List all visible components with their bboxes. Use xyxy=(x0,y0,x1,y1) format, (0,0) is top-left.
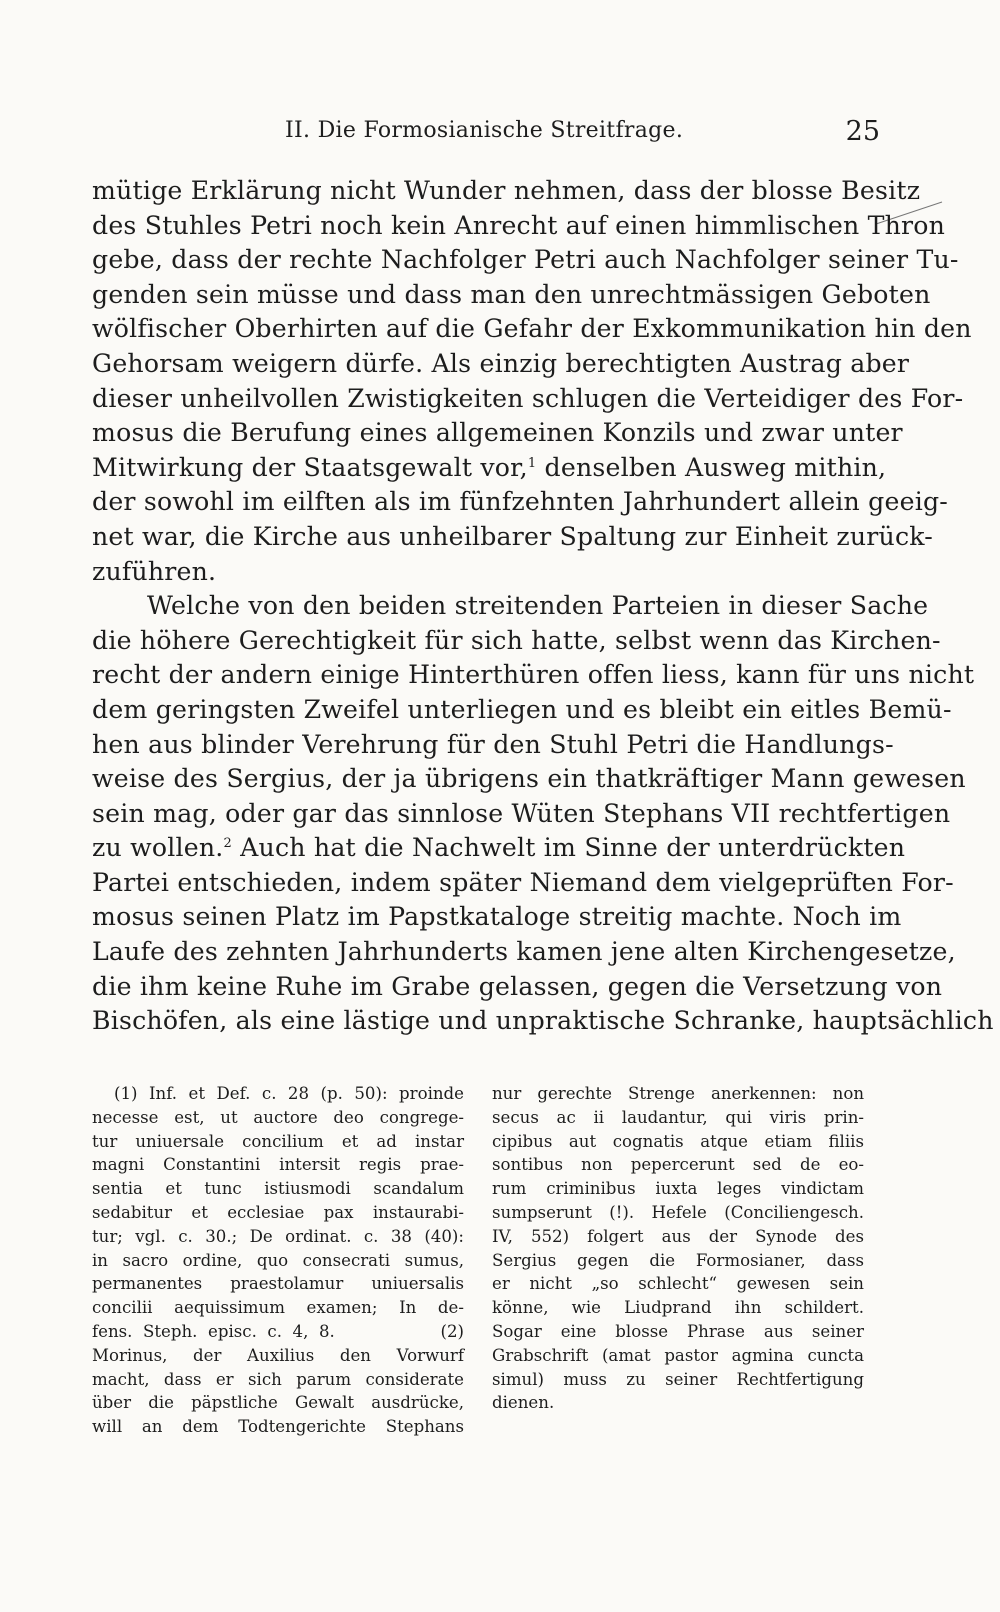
footnote-line: sontibus non pepercerunt sed de eo- xyxy=(492,1155,864,1175)
text-line: genden sein müsse und dass man den unrechtmässigen Geboten xyxy=(92,279,931,309)
footnote-line: (1) Inf. et Def. c. 28 (p. 50): proinde xyxy=(114,1084,464,1103)
text-line: recht der andern einige Hinterthüren offen liess, kann für uns nicht xyxy=(92,660,975,690)
footnote-line: simul) muss zu seiner Rechtfertigung xyxy=(492,1369,864,1389)
text-line: wölfischer Oberhirten auf die Gefahr der Exkommunikation hin den xyxy=(92,314,972,344)
footnote-line: macht, dass er sich parum considerate xyxy=(92,1369,464,1389)
text-line: gebe, dass der rechte Nachfolger Petri auch Nachfolger seiner Tu- xyxy=(92,245,959,275)
text-line: Partei entschieden, indem später Niemand dem vielgeprüften For- xyxy=(92,867,954,897)
text-segment: Auch hat die Nachwelt im Sinne der unterdrückten xyxy=(231,833,906,863)
text-line: mütige Erklärung nicht Wunder nehmen, dass der blosse Besitz xyxy=(92,176,921,205)
footnote-line: secus ac ii laudantur, qui viris prin- xyxy=(492,1107,864,1127)
footnote-line: tur uniuersale concilium et ad instar xyxy=(92,1131,464,1151)
text-line: weise des Sergius, der ja übrigens ein thatkräftiger Mann gewesen xyxy=(92,764,966,794)
text-line: der sowohl im eilften als im fünfzehnten Jahrhundert allein geeig- xyxy=(92,487,949,517)
footnote-column-left xyxy=(92,1082,464,1439)
footnote-line: er nicht „so schlecht“ gewesen sein xyxy=(492,1274,864,1294)
footnote-line: Sogar eine blosse Phrase aus seiner xyxy=(492,1321,864,1341)
text-line xyxy=(92,451,887,486)
footnote-ref: 1 xyxy=(527,455,537,471)
footnote-line: Grabschrift (amat pastor agmina cuncta xyxy=(492,1345,864,1365)
text-line: mosus die Berufung eines allgemeinen Konzils und zwar unter xyxy=(92,418,903,448)
footnote-line: sumpserunt (!). Hefele (Conciliengesch. xyxy=(492,1202,864,1222)
footnote-line: Morinus, der Auxilius den Vorwurf xyxy=(92,1345,464,1365)
footnote-line: IV, 552) folgert aus der Synode des xyxy=(492,1226,864,1246)
text-segment: zu wollen. xyxy=(92,833,224,863)
footnote-line: über die päpstliche Gewalt ausdrücke, xyxy=(92,1393,464,1413)
footnote-line: tur; vgl. c. 30.; De ordinat. c. 38 (40): xyxy=(92,1226,464,1246)
footnote-line: rum criminibus iuxta leges vindictam xyxy=(492,1179,864,1199)
running-title: II. Die Formosianische Streitfrage. xyxy=(285,118,684,143)
text-segment: denselben Ausweg mithin, xyxy=(536,452,887,482)
text-line: Welche von den beiden streitenden Parteien in dieser Sache xyxy=(147,591,929,621)
text-line: die ihm keine Ruhe im Grabe gelassen, gegen die Versetzung von xyxy=(92,971,943,1001)
text-line: Gehorsam weigern dürfe. Als einzig berechtigten Austrag aber xyxy=(92,348,910,378)
text-line xyxy=(92,831,906,866)
footnote-line: fens. Steph. episc. c. 4, 8. (2) xyxy=(92,1321,464,1341)
footnote-line: in sacro ordine, quo consecrati sumus, xyxy=(92,1250,464,1270)
footnote-column-right xyxy=(492,1082,864,1415)
footnote-line: Sergius gegen die Formosianer, dass xyxy=(492,1250,864,1270)
footnote-ref: 2 xyxy=(223,836,232,852)
text-line: zuführen. xyxy=(92,556,217,586)
footnote-line: will an dem Todtengerichte Stephans xyxy=(92,1417,464,1437)
text-line: dieser unheilvollen Zwistigkeiten schlugen die Verteidiger des For- xyxy=(92,383,964,413)
text-line: net war, die Kirche aus unheilbarer Spaltung zur Einheit zurück- xyxy=(92,521,933,551)
text-line: des Stuhles Petri noch kein Anrecht auf einen himmlischen Thron xyxy=(92,210,946,240)
text-line: die höhere Gerechtigkeit für sich hatte, selbst wenn das Kirchen- xyxy=(92,625,941,655)
page-number: 25 xyxy=(845,116,880,147)
footnote-line: nur gerechte Strenge anerkennen: non xyxy=(492,1084,864,1103)
text-line: Bischöfen, als eine lästige und unpraktische Schranke, hauptsächlich xyxy=(92,1006,994,1036)
text-line: dem geringsten Zweifel unterliegen und es bleibt ein eitles Bemü- xyxy=(92,694,952,724)
footnote-line: könne, wie Liudprand ihn schildert. xyxy=(492,1298,864,1318)
footnote-line: sentia et tunc istiusmodi scandalum xyxy=(92,1179,464,1199)
text-line: hen aus blinder Verehrung für den Stuhl Petri die Handlungs- xyxy=(92,729,894,759)
footnote-line: cipibus aut cognatis atque etiam filiis xyxy=(492,1131,864,1151)
text-line: sein mag, oder gar das sinnlose Wüten Stephans VII rechtfertigen xyxy=(92,798,951,828)
running-header xyxy=(90,118,880,154)
text-line: mosus seinen Platz im Papstkataloge streitig machte. Noch im xyxy=(92,902,902,932)
footnote-line: magni Constantini intersit regis prae- xyxy=(92,1155,464,1175)
footnote-line: sedabitur et ecclesiae pax instaurabi- xyxy=(92,1202,464,1222)
footnote-line: concilii aequissimum examen; In de- xyxy=(92,1298,464,1318)
footnote-line: necesse est, ut auctore deo congrege- xyxy=(92,1107,464,1127)
main-text xyxy=(92,174,994,1039)
footnote-line: permanentes praestolamur uniuersalis xyxy=(92,1274,464,1294)
text-segment: Mitwirkung der Staatsgewalt vor, xyxy=(92,452,528,482)
footnote-line: dienen. xyxy=(492,1393,555,1413)
text-line: Laufe des zehnten Jahrhunderts kamen jene alten Kirchengesetze, xyxy=(92,937,956,967)
